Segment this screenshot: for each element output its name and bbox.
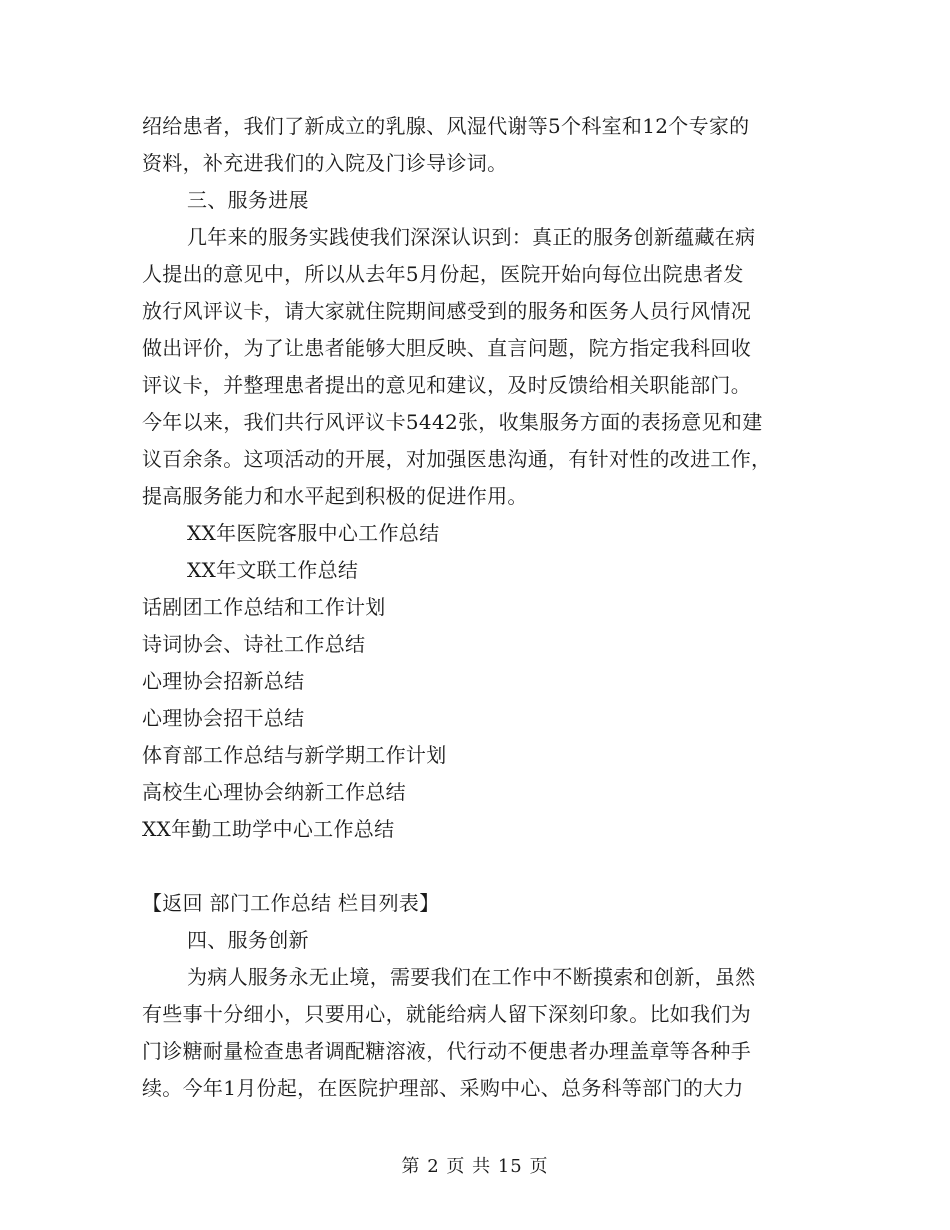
document-body <box>142 108 812 1107</box>
body-line: 几年来的服务实践使我们深深认识到：真正的服务创新蕴藏在病 <box>187 225 756 249</box>
body-line: 提高服务能力和水平起到积极的促进作用。 <box>142 484 528 508</box>
section-heading: 三、服务进展 <box>187 188 309 212</box>
related-link[interactable]: 诗词协会、诗社工作总结 <box>142 632 366 656</box>
body-line: 为病人服务永无止境，需要我们在工作中不断摸索和创新，虽然 <box>187 965 756 989</box>
body-line: 资料，补充进我们的入院及门诊导诊词。 <box>142 151 508 175</box>
related-link[interactable]: XX年勤工助学中心工作总结 <box>142 817 395 841</box>
related-link[interactable]: 话剧团工作总结和工作计划 <box>142 595 386 619</box>
related-link[interactable]: XX年医院客服中心工作总结 <box>187 521 440 545</box>
body-line: 有些事十分细小，只要用心，就能给病人留下深刻印象。比如我们为 <box>142 1002 751 1026</box>
body-line: 放行风评议卡，请大家就住院期间感受到的服务和医务人员行风情况 <box>142 299 751 323</box>
related-link[interactable]: 心理协会招新总结 <box>142 669 305 693</box>
body-line: 议百余条。这项活动的开展，对加强医患沟通，有针对性的改进工作， <box>142 447 772 471</box>
body-line: 人提出的意见中，所以从去年5月份起，医院开始向每位出院患者发 <box>142 262 744 286</box>
related-link[interactable]: XX年文联工作总结 <box>187 558 359 582</box>
related-link[interactable]: 心理协会招干总结 <box>142 706 305 730</box>
body-line: 续。今年1月份起，在医院护理部、采购中心、总务科等部门的大力 <box>142 1076 744 1100</box>
related-link[interactable]: 高校生心理协会纳新工作总结 <box>142 780 406 804</box>
page-number-footer: 第 2 页 共 15 页 <box>401 1156 549 1177</box>
body-line: 今年以来，我们共行风评议卡5442张，收集服务方面的表扬意见和建 <box>142 410 763 434</box>
body-line: 评议卡，并整理患者提出的意见和建议，及时反馈给相关职能部门。 <box>142 373 751 397</box>
blank-line <box>142 848 812 885</box>
back-to-list-link[interactable]: 【返回 部门工作总结 栏目列表】 <box>142 891 440 915</box>
body-line: 绍给患者，我们了新成立的乳腺、风湿代谢等5个科室和12个专家的 <box>142 114 750 138</box>
section-heading: 四、服务创新 <box>187 928 309 952</box>
related-link[interactable]: 体育部工作总结与新学期工作计划 <box>142 743 447 767</box>
body-line: 门诊糖耐量检查患者调配糖溶液，代行动不便患者办理盖章等各种手 <box>142 1039 751 1063</box>
body-line: 做出评价，为了让患者能够大胆反映、直言问题，院方指定我科回收 <box>142 336 751 360</box>
